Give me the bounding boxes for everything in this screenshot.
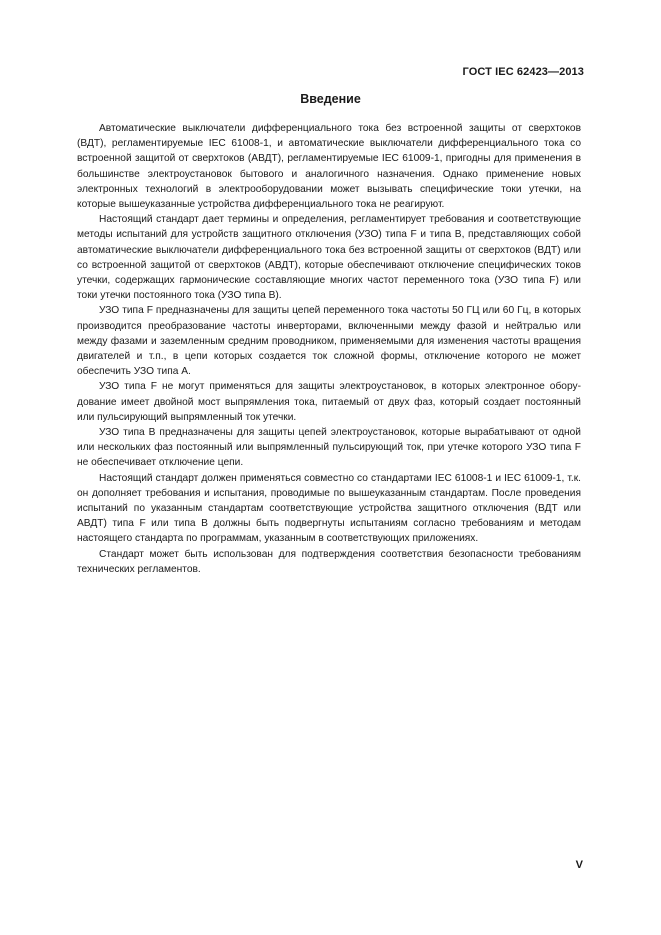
section-title: Введение: [300, 92, 361, 106]
paragraph: УЗО типа F предназначены для защиты цепей переменного тока частоты 50 ГЦ или 60 Гц, в которых производится преобразование частоты инверторами, включенными между фазой и нейтралью или между фазами и заземленным средним проводником, применяемыми для изменения частоты вращения двигателей и т.п., в цепи которых создается ток сложной формы, отключение которого не может обеспечить УЗО типа А.: [77, 305, 581, 378]
paragraph: Настоящий стандарт должен применяться совместно со стандартами IEC 61008-1 и IEC 61009-1, т.к. он дополняет требования и испытания, проводимые по вышеуказанным стандартам. После проведения испытаний по указанным стандартам соответствующие устройства защитного отключения (ВДТ или АВДТ) типа F или типа B должны быть подвергнуты испытаниям согласно требованиям и методам настоящего стандарта по программам, указанным в соответствующих приложениях.: [77, 472, 581, 545]
body-text: [77, 121, 581, 577]
paragraph: Настоящий стандарт дает термины и определения, регламентирует требования и соответствующие методы испытаний для устройств защитного отключения (УЗО) типа F и типа B, представляющих собой автоматические выключатели дифференциального тока без встроенной защиты от сверхтоков (ВДТ) или со встроенной защитой от сверхтоков (АВДТ), которые обеспечивают отключение специфических токов утечки, содержащих гармонические составляющие многих частот переменного тока (УЗО типа F) или токи утечки постоянного тока (УЗО типа B).: [77, 214, 581, 302]
paragraph: УЗО типа B предназначены для защиты цепей электроустановок, которые вырабатывают от одной или нескольких фаз постоянный или выпрямленный пульсирующий ток, при утечке которого УЗО типа F не обеспечивает отключение цепи.: [77, 427, 581, 469]
paragraph: Стандарт может быть использован для подтверждения соответствия безопасности требованиям технических регламентов.: [77, 548, 581, 575]
paragraph: УЗО типа F не могут применяться для защиты электроустановок, в которых электронное оборудование имеет двойной мост выпрямления тока, питаемый от двух фаз, который создает постоянный или пульсирующий выпрямленный ток утечки.: [77, 381, 581, 423]
document-code-header: ГОСТ IEC 62423—2013: [462, 66, 584, 78]
page-number: V: [575, 859, 583, 871]
paragraph: Автоматические выключатели дифференциального тока без встроенной защиты от сверхтоков (ВДТ), регламентируемые IEC 61008-1, и автоматические выключатели дифференциального тока со встроенной защитой от сверхтоков (АВДТ), регламентируемые IEC 61009-1, пригодны для применения в большинстве электроустановок бытового и аналогичного назначения. Однако применение новых электронных технологий в электрооборудовании может вызывать специфические токи утечки, на которые вышеуказанные устройства дифференциального тока не реагируют.: [77, 123, 581, 211]
